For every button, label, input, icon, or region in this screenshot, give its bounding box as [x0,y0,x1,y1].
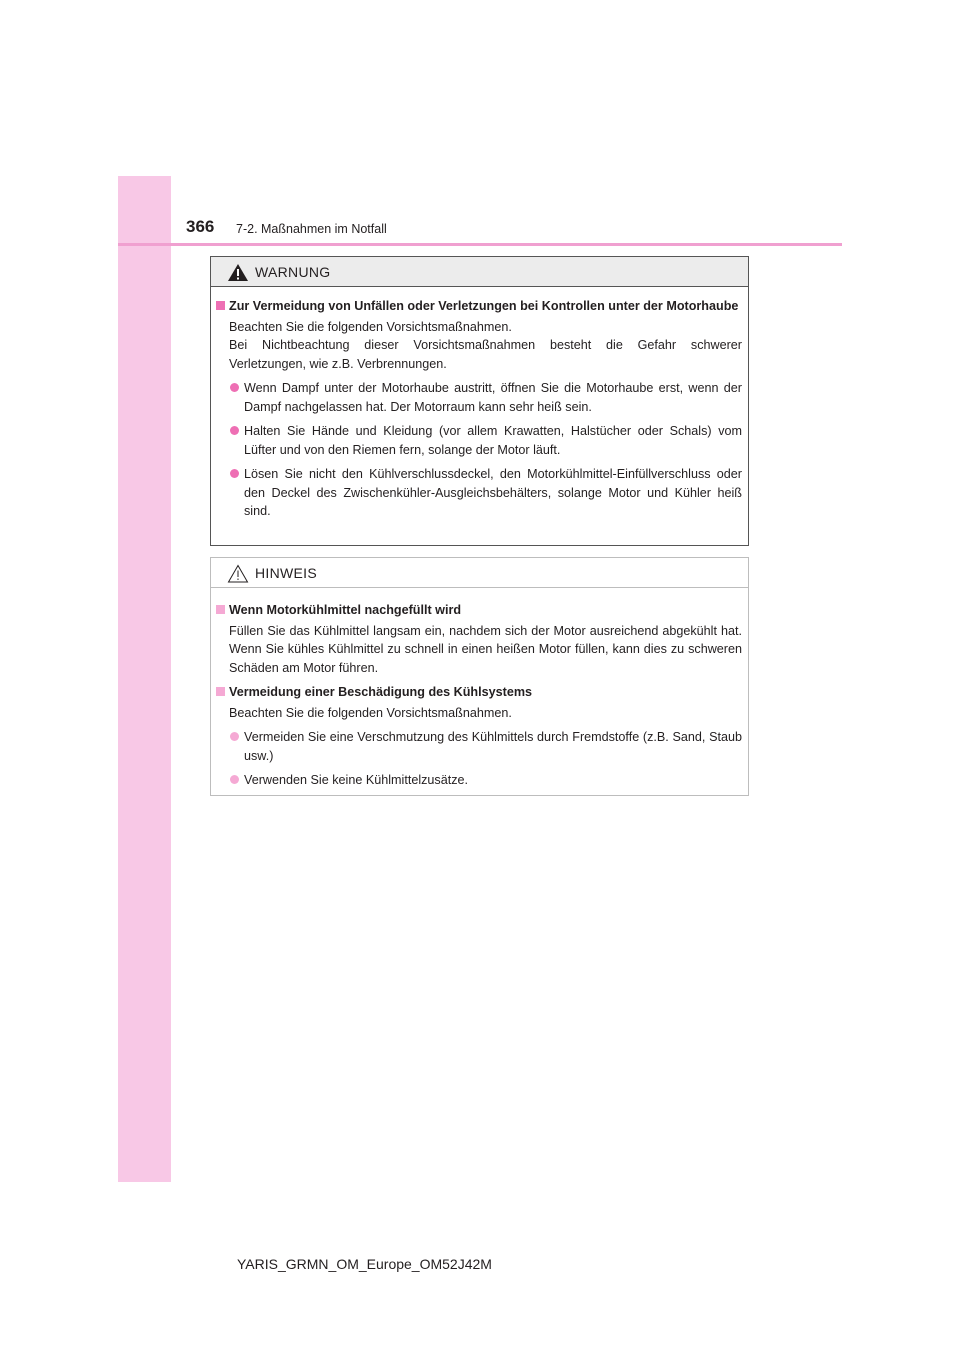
circle-bullet-icon [230,426,239,435]
circle-bullet-icon [230,775,239,784]
warning-bullet [216,379,742,416]
notice-topic-2-text: Beachten Sie die folgenden Vorsichtsmaßnahmen. [229,705,512,720]
square-bullet-icon [216,605,225,614]
caution-triangle-icon [227,564,249,583]
notice-topic-1-title: Wenn Motorkühlmittel nachgefüllt wird [229,603,462,617]
notice-topic [216,601,742,620]
warning-topic-title: Zur Vermeidung von Unfällen oder Verletzungen bei Kontrollen unter der Motorhaube [229,299,739,313]
square-bullet-icon [216,687,225,696]
warning-bullet-text: Wenn Dampf unter der Motorhaube austritt, öffnen Sie die Motorhaube erst, wenn der Dampf nachgelassen hat. Der Motorraum kann sehr heiß sein. [244,381,742,414]
section-title: 7-2. Maßnahmen im Notfall [236,222,387,236]
notice-bullet [216,728,742,765]
warning-header [211,257,748,287]
warning-body [211,287,748,521]
warning-label: WARNUNG [255,264,331,280]
notice-topic-2-title: Vermeidung einer Beschädigung des Kühlsystems [229,685,533,699]
warning-bullet [216,422,742,459]
page-number: 366 [186,217,215,236]
notice-topic-1-text: Füllen Sie das Kühlmittel langsam ein, nachdem sich der Motor ausreichend abgekühlt hat. Wenn Sie kühles Kühlmittel zu schnell in einen heißen Motor füllen, kann dies zu schweren Schäden am Motor führen. [229,623,742,675]
circle-bullet-icon [230,732,239,741]
warning-bullet-text: Halten Sie Hände und Kleidung (vor allem Krawatten, Halstücher oder Schals) vom Lüfter und von den Riemen fern, solange der Motor läuft. [244,424,742,457]
notice-body [211,588,748,790]
square-bullet-icon [216,301,225,310]
circle-bullet-icon [230,383,239,392]
notice-topic [216,683,742,702]
notice-bullet [216,771,742,790]
notice-bullet-text: Verwenden Sie keine Kühlmittelzusätze. [244,773,469,787]
warning-box [210,256,749,546]
warning-bullet-text: Lösen Sie nicht den Kühlverschlussdeckel, den Motorkühlmittel-Einfüllverschluss oder den Deckel des Zwischenkühler-Ausgleichsbehälters, solange Motor und Kühler heiß sind. [244,467,742,518]
warning-intro-2: Bei Nichtbeachtung dieser Vorsichtsmaßnahmen besteht die Gefahr schwerer Verletzungen, wie z.B. Verbrennungen. [229,338,742,371]
notice-box [210,557,749,796]
header-rule [118,243,842,246]
warning-intro-1: Beachten Sie die folgenden Vorsichtsmaßnahmen. [229,319,512,334]
document-id: YARIS_GRMN_OM_Europe_OM52J42M [237,1256,492,1272]
side-color-band [118,176,171,1182]
circle-bullet-icon [230,469,239,478]
notice-bullet-text: Vermeiden Sie eine Verschmutzung des Kühlmittels durch Fremdstoffe (z.B. Sand, Staub usw.) [244,730,742,763]
warning-triangle-icon [227,263,249,282]
warning-bullet [216,465,742,521]
notice-label: HINWEIS [255,565,317,581]
notice-header [211,558,748,588]
warning-topic [216,297,742,316]
